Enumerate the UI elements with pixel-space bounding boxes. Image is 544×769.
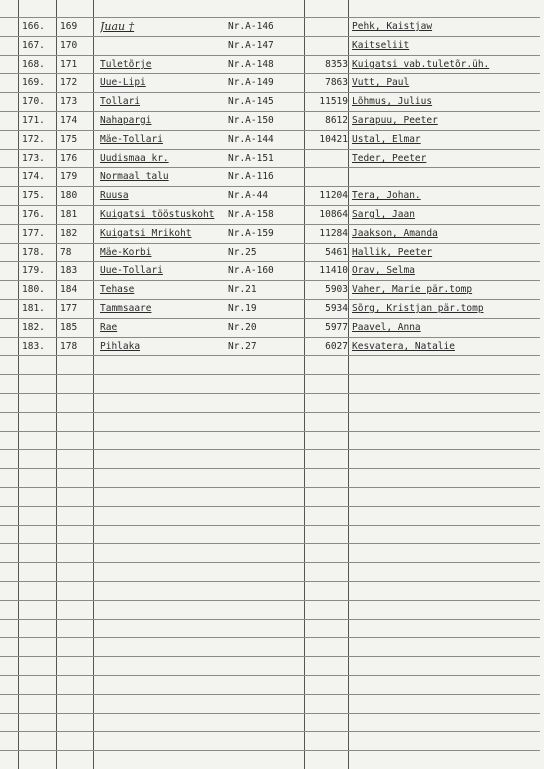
ruled-line: [0, 731, 540, 732]
record-number: 172: [60, 77, 78, 88]
table-row: [0, 73, 540, 91]
ruled-line: [0, 694, 540, 695]
row-index: 176.: [22, 209, 45, 220]
reference-number: Nr.A-160: [228, 265, 274, 276]
reference-number: Nr.A-151: [228, 153, 274, 164]
row-index: 173.: [22, 153, 45, 164]
owner-name: Sõrg, Kristjan pär.tomp: [352, 303, 484, 314]
record-number: 183: [60, 265, 78, 276]
property-name: Uue-Lipi: [100, 77, 146, 88]
row-index: 183.: [22, 341, 45, 352]
property-name: Rae: [100, 322, 118, 333]
property-name: Tehase: [100, 284, 135, 295]
record-number: 177: [60, 303, 78, 314]
reference-number: Nr.A-150: [228, 115, 274, 126]
owner-name: Hallik, Peeter: [352, 247, 433, 258]
owner-name: Kuigatsi vab.tuletõr.üh.: [352, 59, 490, 70]
record-number: 184: [60, 284, 78, 295]
record-number: 182: [60, 228, 78, 239]
owner-name: Ustal, Elmar: [352, 134, 421, 145]
property-name: Nahapargi: [100, 115, 152, 126]
reference-number: Nr.A-149: [228, 77, 274, 88]
amount: 5903: [325, 284, 348, 295]
amount: 8612: [325, 115, 348, 126]
ruled-line: [0, 374, 540, 375]
row-index: 175.: [22, 190, 45, 201]
reference-number: Nr.A-144: [228, 134, 274, 145]
record-number: 178: [60, 341, 78, 352]
ruled-line: [0, 675, 540, 676]
record-number: 176: [60, 153, 78, 164]
table-row: [0, 55, 540, 73]
ruled-line: [0, 506, 540, 507]
owner-name: Tera, Johan.: [352, 190, 421, 201]
row-index: 171.: [22, 115, 45, 126]
property-name: Pihlaka: [100, 341, 141, 352]
table-row: [0, 92, 540, 110]
row-index: 167.: [22, 40, 45, 51]
property-name: Kuigatsi tööstuskoht: [100, 209, 215, 220]
reference-number: Nr.21: [228, 284, 257, 295]
owner-name: Orav, Selma: [352, 265, 415, 276]
property-name: Mäe-Korbi: [100, 247, 152, 258]
table-row: [0, 17, 540, 35]
ruled-line: [0, 393, 540, 394]
table-row: [0, 261, 540, 279]
ruled-line: [0, 637, 540, 638]
reference-number: Nr.A-116: [228, 171, 274, 182]
owner-name: Vaher, Marie pär.tomp: [352, 284, 473, 295]
table-row: [0, 130, 540, 148]
record-number: 179: [60, 171, 78, 182]
amount: 5934: [325, 303, 348, 314]
table-row: [0, 205, 540, 223]
amount: 5461: [325, 247, 348, 258]
table-row: [0, 149, 540, 167]
property-name: Mäe-Tollari: [100, 134, 163, 145]
ruled-line: [0, 619, 540, 620]
ruled-line: [0, 449, 540, 450]
owner-name: Vutt, Paul: [352, 77, 410, 88]
reference-number: Nr.A-148: [228, 59, 274, 70]
table-row: [0, 299, 540, 317]
ruled-line: [0, 468, 540, 469]
amount: 7863: [325, 77, 348, 88]
table-row: [0, 224, 540, 242]
ruled-line: [0, 750, 540, 751]
amount: 8353: [325, 59, 348, 70]
property-name: Normaal talu: [100, 171, 169, 182]
ruled-line: [0, 431, 540, 432]
reference-number: Nr.20: [228, 322, 257, 333]
ruled-line: [0, 412, 540, 413]
property-name: Tollari: [100, 96, 141, 107]
row-index: 169.: [22, 77, 45, 88]
owner-name: Lõhmus, Julius: [352, 96, 433, 107]
reference-number: Nr.A-44: [228, 190, 269, 201]
property-name: Uudismaa kr.: [100, 153, 169, 164]
table-row: [0, 318, 540, 336]
owner-name: Jaakson, Amanda: [352, 228, 438, 239]
table-row: [0, 186, 540, 204]
table-row: [0, 36, 540, 54]
owner-name: Sarapuu, Peeter: [352, 115, 438, 126]
reference-number: Nr.A-147: [228, 40, 274, 51]
property-name: Juau †: [100, 20, 135, 33]
record-number: 174: [60, 115, 78, 126]
owner-name: Kaitseliit: [352, 40, 410, 51]
reference-number: Nr.25: [228, 247, 257, 258]
table-row: [0, 111, 540, 129]
ruled-line: [0, 581, 540, 582]
ruled-line: [0, 713, 540, 714]
owner-name: Kesvatera, Natalie: [352, 341, 455, 352]
ruled-line: [0, 562, 540, 563]
row-index: 179.: [22, 265, 45, 276]
reference-number: Nr.A-145: [228, 96, 274, 107]
amount: 11204: [319, 190, 348, 201]
row-index: 166.: [22, 21, 45, 32]
row-index: 168.: [22, 59, 45, 70]
row-index: 180.: [22, 284, 45, 295]
record-number: 180: [60, 190, 78, 201]
row-index: 182.: [22, 322, 45, 333]
amount: 5977: [325, 322, 348, 333]
property-name: Tuletõrje: [100, 59, 152, 70]
ruled-line: [0, 543, 540, 544]
reference-number: Nr.19: [228, 303, 257, 314]
owner-name: Teder, Peeter: [352, 153, 427, 164]
record-number: 78: [60, 247, 72, 258]
record-number: 181: [60, 209, 78, 220]
record-number: 185: [60, 322, 78, 333]
property-name: Tammsaare: [100, 303, 152, 314]
property-name: Kuigatsi Mrikoht: [100, 228, 192, 239]
ruled-line: [0, 656, 540, 657]
reference-number: Nr.27: [228, 341, 257, 352]
record-number: 171: [60, 59, 78, 70]
record-number: 169: [60, 21, 78, 32]
table-row: [0, 243, 540, 261]
row-index: 174.: [22, 171, 45, 182]
owner-name: Sargl, Jaan: [352, 209, 415, 220]
table-row: [0, 280, 540, 298]
table-row: [0, 167, 540, 185]
record-number: 173: [60, 96, 78, 107]
ruled-line: [0, 600, 540, 601]
row-index: 177.: [22, 228, 45, 239]
ruled-line: [0, 525, 540, 526]
owner-name: Pehk, Kaistjaw: [352, 21, 433, 32]
amount: 10421: [319, 134, 348, 145]
property-name: Uue-Tollari: [100, 265, 163, 276]
property-name: Ruusa: [100, 190, 129, 201]
amount: 11519: [319, 96, 348, 107]
record-number: 170: [60, 40, 78, 51]
amount: 11284: [319, 228, 348, 239]
table-row: [0, 337, 540, 355]
reference-number: Nr.A-158: [228, 209, 274, 220]
amount: 11410: [319, 265, 348, 276]
row-index: 172.: [22, 134, 45, 145]
row-index: 181.: [22, 303, 45, 314]
record-number: 175: [60, 134, 78, 145]
row-index: 170.: [22, 96, 45, 107]
ruled-line: [0, 487, 540, 488]
amount: 10864: [319, 209, 348, 220]
row-index: 178.: [22, 247, 45, 258]
amount: 6027: [325, 341, 348, 352]
reference-number: Nr.A-159: [228, 228, 274, 239]
owner-name: Paavel, Anna: [352, 322, 421, 333]
reference-number: Nr.A-146: [228, 21, 274, 32]
